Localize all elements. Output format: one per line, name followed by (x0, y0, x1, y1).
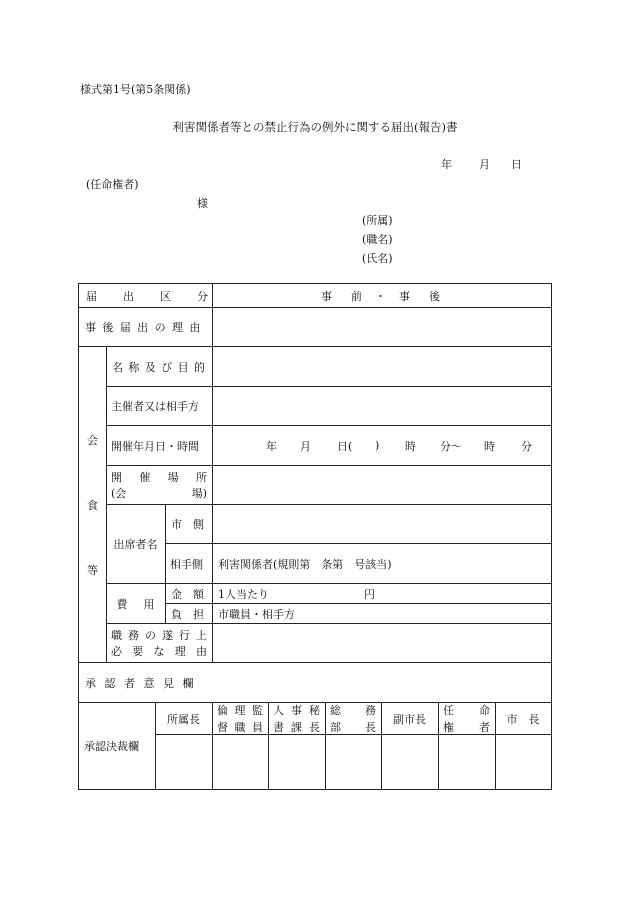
post-reason-label-text: 事後届出の理由 (85, 321, 207, 334)
approval-stamp-cell-2[interactable] (213, 735, 268, 789)
approval-header-6-line2: 権 者 (443, 721, 490, 734)
approval-label (84, 703, 154, 789)
name-purpose-label-text: 名称及び目的 (112, 360, 211, 374)
necessity-label-char: 必 (111, 645, 122, 658)
applicant-dept: (所属) (362, 214, 393, 227)
cost-amount-unit: 円 (364, 587, 375, 601)
date-day: 日 (511, 158, 522, 171)
approval-header-4 (330, 703, 376, 734)
approval-header-6-line1: 任 命 (443, 704, 490, 717)
attendees-other-value: 利害関係者(規則第 条第 号該当) (218, 557, 392, 571)
necessity-label-line2 (111, 643, 207, 659)
option-post-2[interactable]: 後 (429, 289, 440, 303)
post-reason-field[interactable] (213, 308, 551, 346)
approval-stamp-cell-3[interactable] (269, 735, 325, 789)
cost-label-text: 費用 (116, 597, 171, 611)
addressee-authority: (任命権者) (86, 178, 139, 191)
venue-label-char: 開 (111, 471, 122, 484)
necessity-label (111, 624, 207, 662)
venue-label-char: 所 (195, 471, 207, 484)
approver-opinion-field[interactable] (213, 663, 551, 702)
approver-opinion-label (85, 663, 209, 702)
organizer-field[interactable] (213, 387, 551, 425)
cost-burden-label (171, 604, 215, 623)
venue-field[interactable] (213, 466, 551, 504)
datetime-month: 月 (300, 439, 311, 453)
approval-header-2 (217, 703, 263, 734)
necessity-label-char: な (153, 645, 165, 658)
approval-header-4-line1: 総 務 (330, 704, 376, 717)
approval-header-3 (273, 703, 320, 734)
attendees-other-field[interactable] (218, 544, 548, 583)
necessity-field[interactable] (213, 624, 551, 662)
attendees-city-field[interactable] (213, 505, 551, 543)
approval-header-7 (500, 703, 546, 734)
document-title: 利害関係者等との禁止行為の例外に関する届出(報告)書 (172, 120, 458, 134)
cost-label (106, 584, 171, 623)
venue-label-close: 場) (191, 487, 207, 500)
dining-group-label (79, 347, 106, 662)
organizer-label-text: 主催者又は相手方 (111, 400, 199, 413)
notification-type-label (86, 284, 234, 307)
approval-header-1-line1: 所属長 (167, 712, 200, 726)
datetime-weekday-close: ) (375, 439, 380, 452)
approval-header-5 (386, 703, 433, 734)
necessity-label-char: 職 (111, 629, 122, 642)
approval-header-1 (160, 703, 207, 734)
attendees-city-label-text: 市側 (171, 518, 215, 531)
datetime-label (111, 426, 211, 465)
venue-label-char: 催 (139, 471, 151, 484)
attendees-label-text: 出席者名 (113, 538, 158, 551)
approval-header-5-line1: 副市長 (393, 712, 426, 726)
venue-label-char: 場 (167, 471, 179, 484)
cost-burden-field[interactable] (218, 604, 548, 623)
necessity-label-char: 由 (196, 645, 207, 658)
organizer-label (111, 387, 211, 425)
datetime-start-minute: 分〜 (440, 439, 462, 453)
applicant-name: (氏名) (362, 252, 393, 265)
venue-label (111, 466, 207, 504)
necessity-label-char: の (145, 629, 156, 642)
name-purpose-field[interactable] (213, 347, 551, 386)
necessity-label-char: 理 (174, 645, 186, 658)
datetime-end-minute: 分 (521, 439, 532, 453)
cost-amount-label-text: 金額 (171, 587, 215, 601)
necessity-label-char: 遂 (162, 629, 173, 642)
necessity-label-char: 務 (128, 629, 139, 642)
dining-group-char-1: 会 (87, 433, 98, 447)
attendees-other-label (170, 544, 210, 583)
option-prior-2[interactable]: 前 (351, 289, 362, 303)
post-reason-label (85, 308, 209, 346)
datetime-field[interactable] (213, 426, 551, 465)
necessity-label-char: 行 (179, 629, 190, 642)
cost-amount-field[interactable] (218, 584, 548, 603)
datetime-year: 年 (266, 439, 277, 453)
datetime-day: 日( (337, 439, 353, 453)
datetime-end-hour: 時 (484, 439, 495, 453)
approval-header-4-line2: 部 長 (330, 721, 376, 734)
option-post-1[interactable]: 事 (399, 289, 410, 303)
venue-label-line1 (111, 469, 207, 485)
approval-header-3-line1: 人 事 秘 (273, 704, 320, 717)
datetime-start-hour: 時 (405, 439, 416, 453)
addressee-honorific: 様 (197, 197, 208, 210)
approval-label-text: 承認決裁欄 (84, 740, 139, 753)
dining-group-char-2: 食 (87, 498, 98, 512)
cost-amount-value: 1人当たり (218, 587, 269, 601)
attendees-other-label-text: 相手側 (170, 557, 203, 571)
approver-opinion-label-text: 承認者意見欄 (85, 676, 202, 690)
approval-header-7-line1: 市 長 (506, 712, 540, 726)
venue-label-open: (会 (111, 487, 127, 500)
form-number: 様式第1号(第5条関係) (80, 83, 191, 96)
applicant-position: (職名) (362, 233, 393, 246)
option-separator: ・ (375, 289, 386, 303)
cost-burden-label-text: 負担 (171, 607, 215, 621)
approval-stamp-cell-5[interactable] (382, 735, 438, 789)
approval-stamp-cell-4[interactable] (326, 735, 381, 789)
venue-label-line2 (111, 485, 207, 501)
dining-group-char-3: 等 (87, 563, 98, 577)
cost-burden-value: 市職員・相手方 (218, 607, 295, 621)
approval-stamp-cell-7[interactable] (496, 735, 551, 789)
approval-stamp-cell-1[interactable] (156, 735, 212, 789)
approval-stamp-cell-6[interactable] (439, 735, 495, 789)
attendees-label (106, 505, 165, 583)
date-year: 年 (441, 158, 452, 171)
name-purpose-label (112, 347, 209, 386)
date-month: 月 (479, 158, 490, 171)
approval-header-3-line2: 書 課 長 (273, 721, 320, 734)
notification-type-options (321, 284, 440, 307)
necessity-label-char: 上 (196, 629, 207, 642)
approval-header-6 (443, 703, 490, 734)
approval-header-2-line1: 倫 理 監 (217, 704, 263, 717)
approval-header-2-line2: 督 職 員 (217, 721, 263, 734)
cost-amount-label (171, 584, 215, 603)
notification-type-label-text: 届出区分 (86, 289, 234, 303)
datetime-label-text: 開催年月日・時間 (111, 439, 199, 453)
necessity-label-line1 (111, 627, 207, 643)
attendees-city-label (171, 505, 215, 543)
necessity-label-char: 要 (132, 645, 144, 658)
option-prior-1[interactable]: 事 (321, 289, 332, 303)
